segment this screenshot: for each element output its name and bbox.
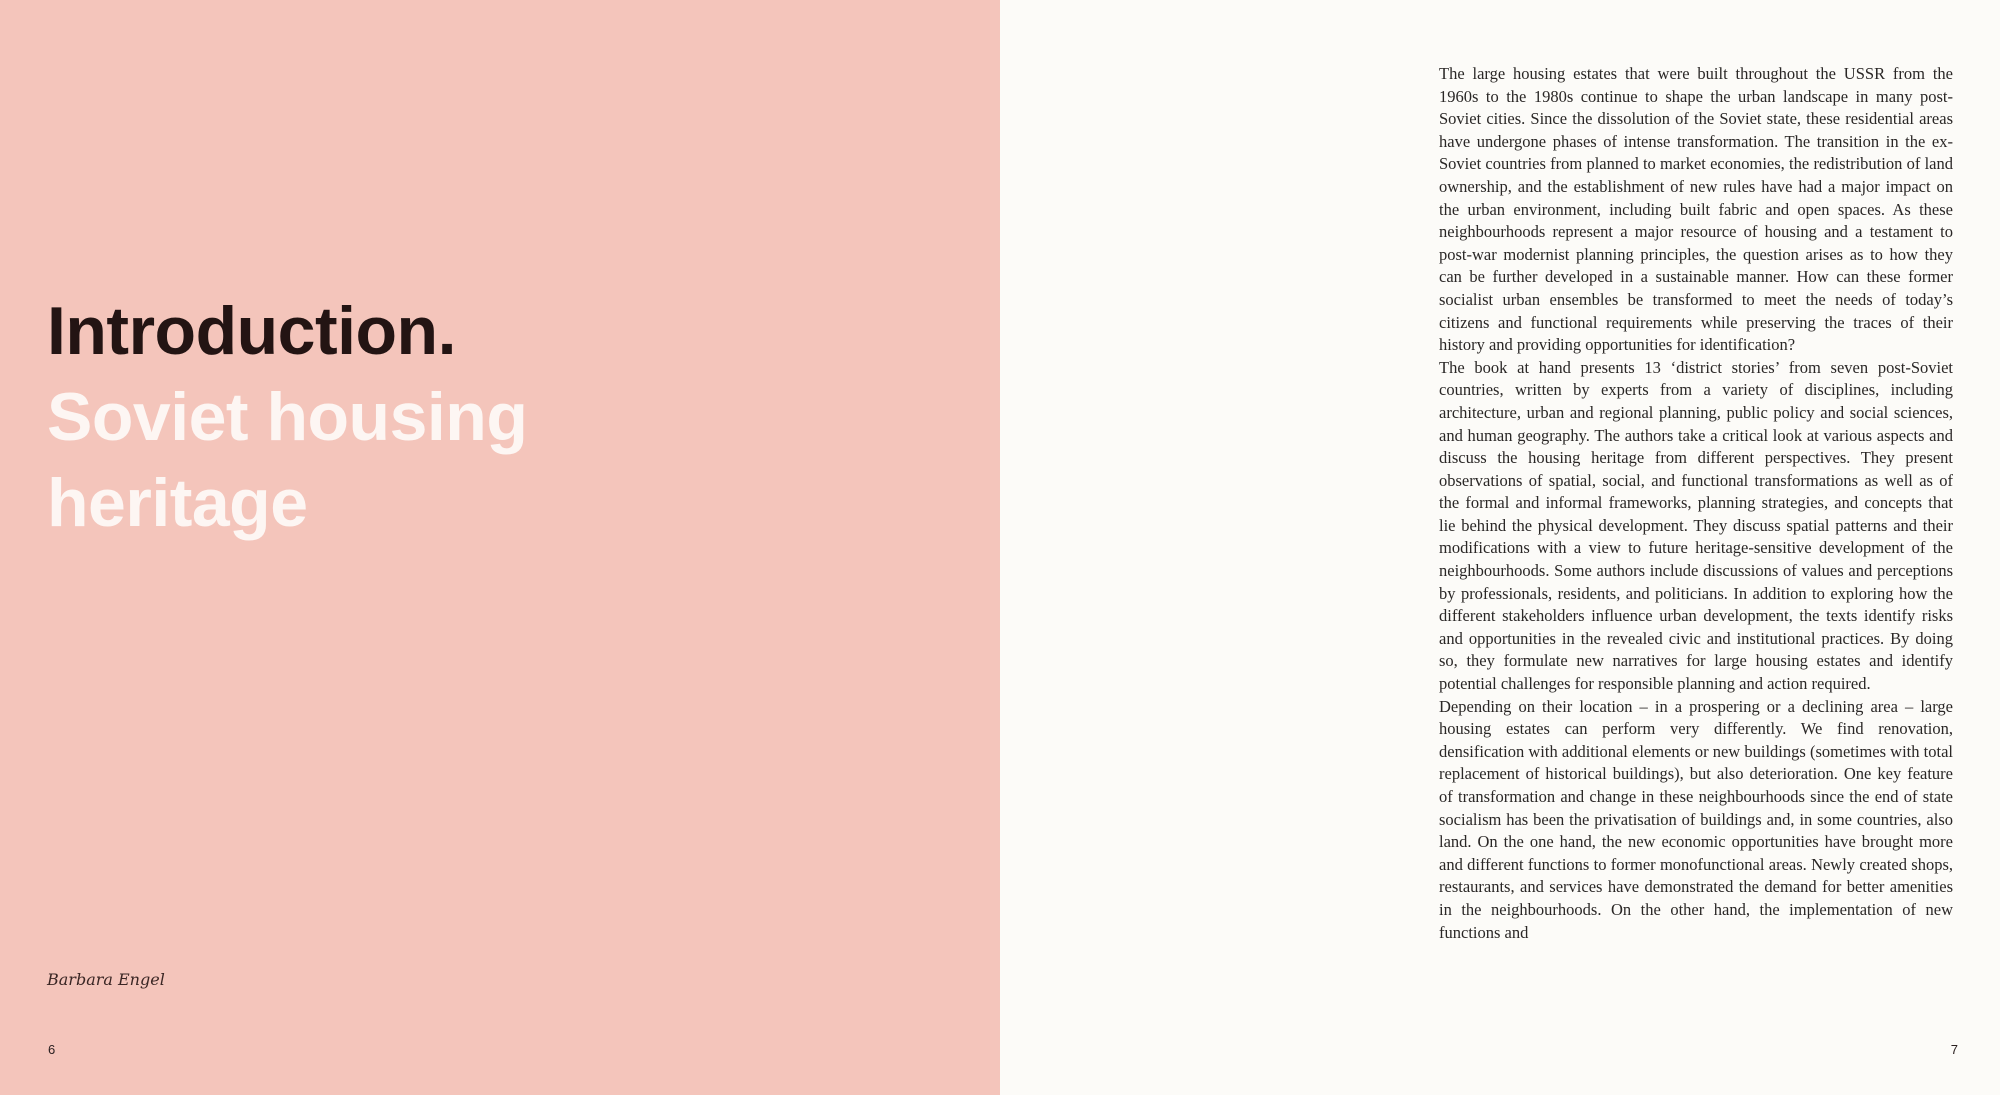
page-number-right: 7	[1950, 1042, 1958, 1057]
author-name: Barbara Engel	[47, 970, 165, 989]
paragraph-1: The large housing estates that were built throughout the USSR from the 1960s to the 1980s continue to shape the urban landscape in many post-Soviet cities. Since the dissolution of the Soviet state, these residential areas have undergone phases of intense transformation. The transition in the ex-Soviet countries from planned to market economies, the redistribution of land ownership, and the establishment of new rules have had a major impact on the urban environment, including built fabric and open spaces. As these neighbourhoods represent a major resource of housing and a testament to post-war modernist planning principles, the question arises as to how they can be further developed in a sustainable manner. How can these former socialist urban ensembles be transformed to meet the needs of today’s citizens and functional requirements while preserving the traces of their history and providing opportunities for identification?	[1439, 64, 1953, 355]
paragraph-2: The book at hand presents 13 ‘district stories’ from seven post-Soviet countries, written by experts from a variety of disciplines, including architecture, urban and regional planning, public policy and social sciences, and human geography. The authors take a critical look at various aspects and discuss the housing heritage from different perspectives. They present observations of spatial, social, and functional transformations as well as of the formal and informal frameworks, planning strategies, and concepts that lie behind the physical development. They discuss spatial patterns and their modifications with a view to future heritage-sensitive development of the neighbourhoods. Some authors include discussions of values and perceptions by professionals, residents, and politicians. In addition to exploring how the different stakeholders influence urban development, the texts identify risks and opportunities in the revealed civic and institutional practices. By doing so, they formulate new narratives for large housing estates and identify potential challenges for responsible planning and action required.	[1439, 357, 1953, 694]
chapter-title	[47, 288, 527, 546]
right-page	[1000, 0, 2000, 1095]
chapter-title-line-1: Introduction.	[47, 293, 456, 369]
body-text	[1439, 63, 1953, 944]
paragraph-3: Depending on their location – in a prospering or a declining area – large housing estates can perform very differently. We find renovation, densification with additional elements or new buildings (sometimes with total replacement of historical buildings), but also deterioration. One key feature of transformation and change in these neighbourhoods since the end of state socialism has been the privatisation of buildings and, in some countries, also land. On the one hand, the new economic opportunities have brought more and different functions to former monofunctional areas. Newly created shops, restaurants, and services have demonstrated the demand for better amenities in the neighbourhoods. On the other hand, the implementation of new functions and	[1439, 696, 1953, 942]
chapter-title-line-2: Soviet housing	[47, 379, 528, 455]
page-number-left: 6	[48, 1042, 56, 1057]
chapter-title-line-3: heritage	[47, 465, 308, 541]
